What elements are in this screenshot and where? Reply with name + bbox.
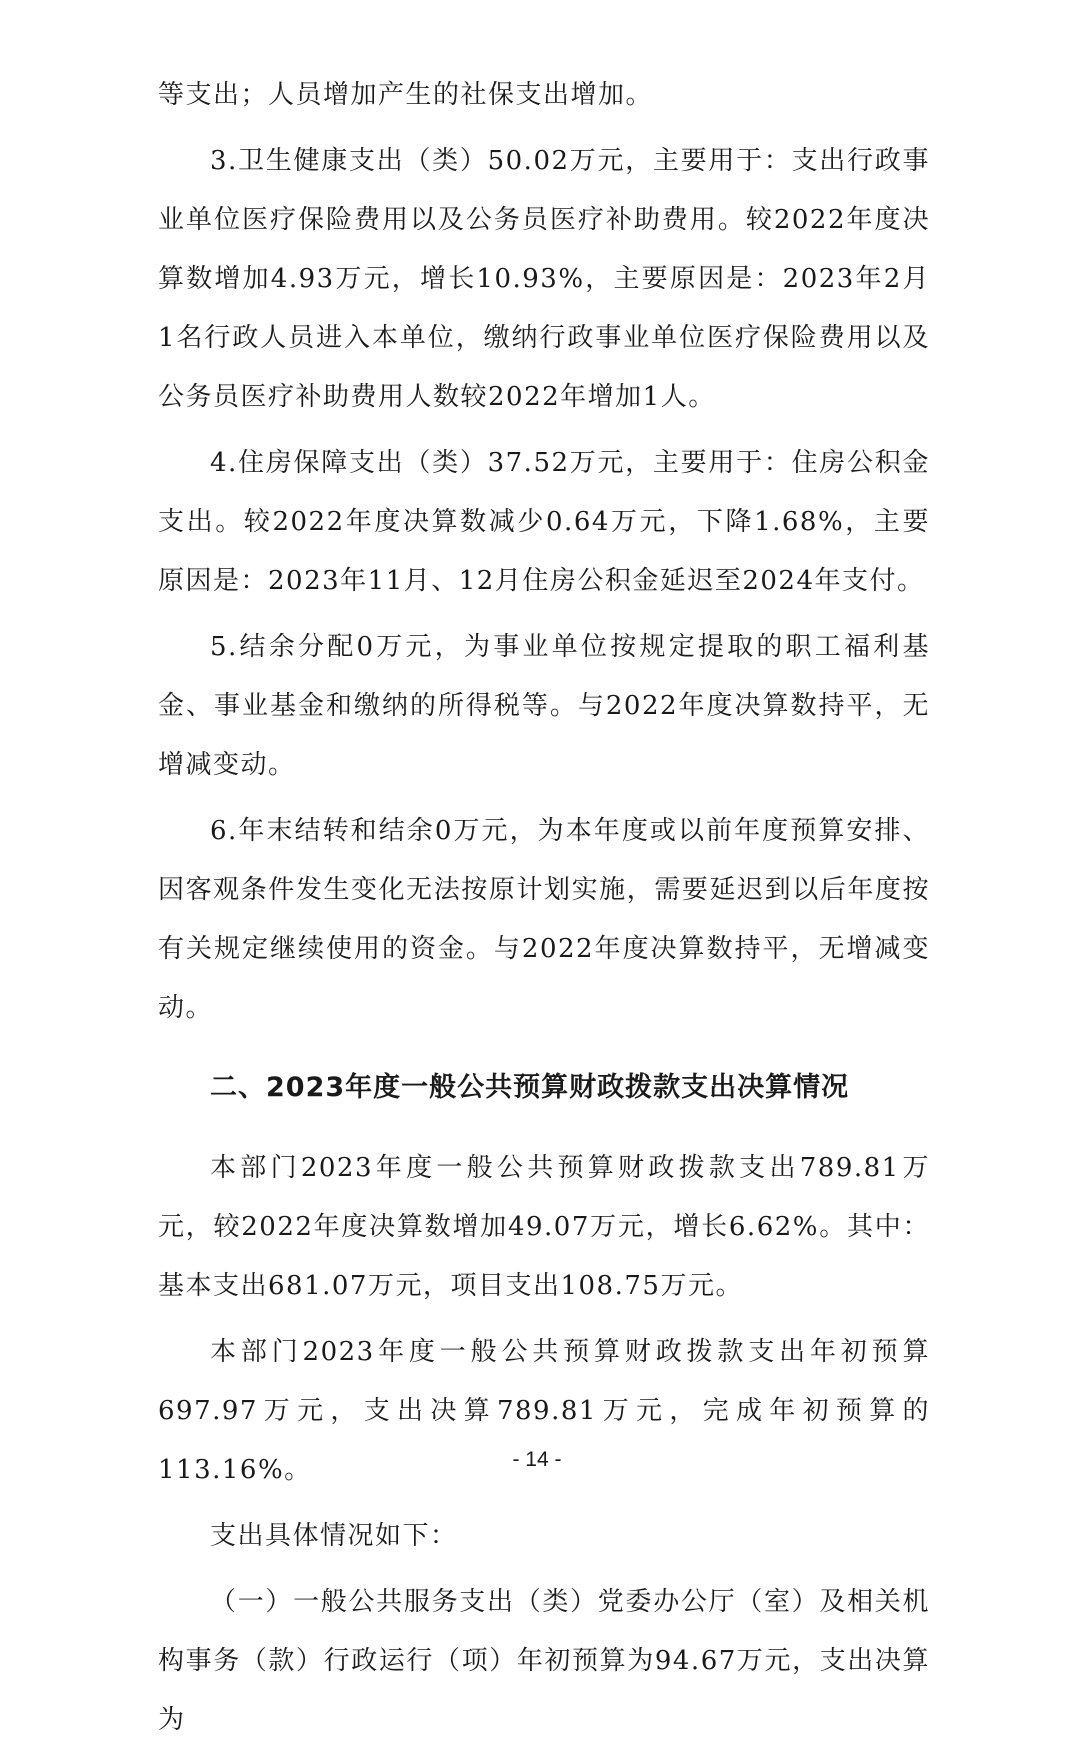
paragraph-health-expenditure: 3.卫生健康支出（类）50.02万元，主要用于：支出行政事业单位医疗保险费用以及公务员医疗补助费用。较2022年度决算数增加4.93万元，增长10.93%，主要原因是：2023年2月1名行政人员进入本单位，缴纳行政事业单位医疗保险费用以及公务员医疗补助费用人数较2022年增加1人。 xyxy=(158,146,930,412)
page-number: - 14 - xyxy=(512,1448,562,1471)
paragraph-continuation: 等支出；人员增加产生的社保支出增加。 xyxy=(158,80,654,110)
section-heading: 二、2023年度一般公共预算财政拨款支出决算情况 xyxy=(210,1072,850,1103)
paragraph-details-intro: 支出具体情况如下： xyxy=(210,1521,458,1551)
paragraph-general-public-services: （一）一般公共服务支出（类）党委办公厅（室）及相关机构事务（款）行政运行（项）年初预算为94.67万元，支出决算为 xyxy=(158,1587,930,1735)
paragraph-total-expenditure: 本部门2023年度一般公共预算财政拨款支出789.81万元，较2022年度决算数增加49.07万元，增长6.62%。其中：基本支出681.07万元，项目支出108.75万元。 xyxy=(158,1153,930,1301)
paragraph-housing-expenditure: 4.住房保障支出（类）37.52万元，主要用于：住房公积金支出。较2022年度决算数减少0.64万元，下降1.68%，主要原因是：2023年11月、12月住房公积金延迟至2024年支付。 xyxy=(158,448,930,596)
paragraph-surplus-distribution: 5.结余分配0万元，为事业单位按规定提取的职工福利基金、事业基金和缴纳的所得税等。与2022年度决算数持平，无增减变动。 xyxy=(158,632,930,780)
document-body xyxy=(158,66,930,1750)
paragraph-budget-completion: 本部门2023年度一般公共预算财政拨款支出年初预算697.97万元，支出决算789.81万元，完成年初预算的113.16%。 xyxy=(158,1337,930,1485)
paragraph-year-end-carryover: 6.年末结转和结余0万元，为本年度或以前年度预算安排、因客观条件发生变化无法按原计划实施，需要延迟到以后年度按有关规定继续使用的资金。与2022年度决算数持平，无增减变动。 xyxy=(158,816,930,1023)
